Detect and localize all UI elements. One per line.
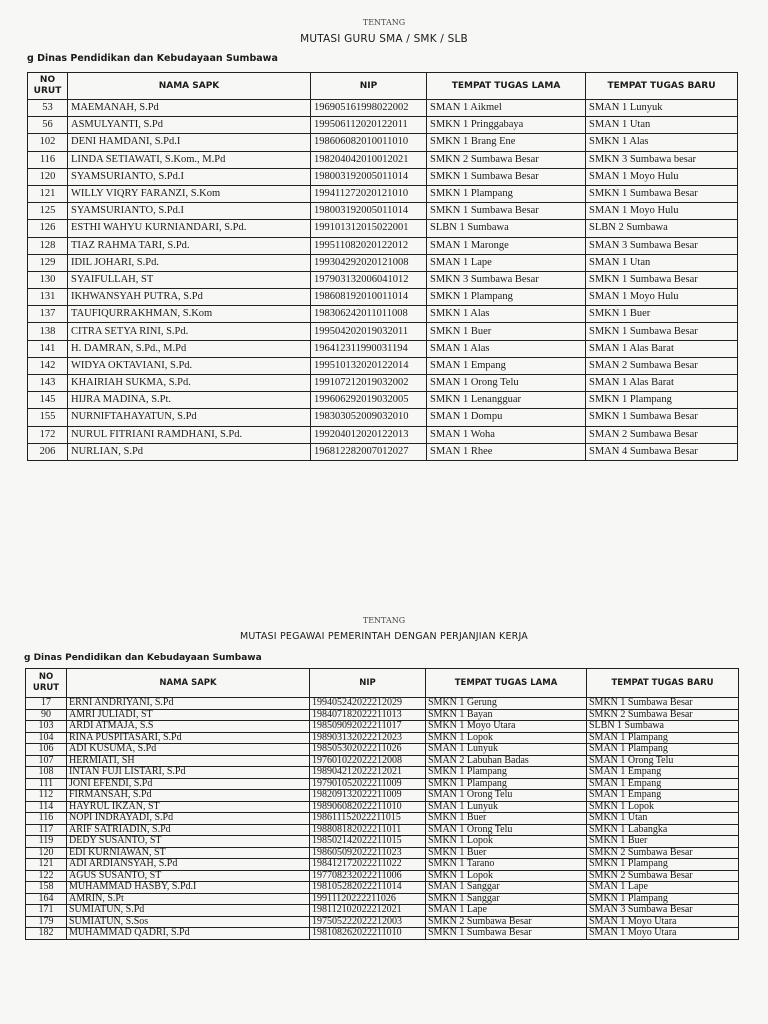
table-row (28, 134, 738, 151)
document-section-pppk (0, 600, 768, 1024)
cell-nip: 198606082010011010 (311, 134, 427, 151)
header-nama-sapk: NAMA SAPK (67, 669, 310, 698)
table-row (26, 801, 739, 813)
cell-nama-sapk: TIAZ RAHMA TARI, S.Pd. (68, 237, 311, 254)
cell-nama-sapk: ESTHI WAHYU KURNIANDARI, S.Pd. (68, 220, 311, 237)
cell-nip: 198407182022211013 (310, 709, 426, 721)
cell-no-urut: 53 (28, 100, 68, 117)
cell-tempat-tugas-baru: SMAN 2 Sumbawa Besar (586, 426, 738, 443)
cell-nama-sapk: DENI HAMDANI, S.Pd.I (68, 134, 311, 151)
table-row (26, 836, 739, 848)
cell-tempat-tugas-baru: SMKN 2 Sumbawa Besar (587, 847, 739, 859)
cell-nip: 199606292019032005 (311, 392, 427, 409)
cell-tempat-tugas-baru: SMKN 1 Lopok (587, 801, 739, 813)
cell-nip: 197901052022211009 (310, 778, 426, 790)
cell-tempat-tugas-lama: SMKN 1 Lopok (426, 836, 587, 848)
cell-tempat-tugas-lama: SMAN 2 Labuhan Badas (426, 755, 587, 767)
cell-nip: 19911120222211026 (310, 893, 426, 905)
cell-nama-sapk: HERMIATI, SH (67, 755, 310, 767)
cell-no-urut: 128 (28, 237, 68, 254)
document-section-guru (0, 0, 768, 470)
cell-nip: 198903132022212023 (310, 732, 426, 744)
cell-nama-sapk: SUMIATUN, S.Pd (67, 905, 310, 917)
cell-no-urut: 114 (26, 801, 67, 813)
table-row (28, 306, 738, 323)
cell-tempat-tugas-baru: SMKN 2 Sumbawa Besar (587, 870, 739, 882)
cell-nama-sapk: SUMIATUN, S.Sos (67, 916, 310, 928)
cell-tempat-tugas-lama: SMAN 1 Lunyuk (426, 744, 587, 756)
cell-tempat-tugas-lama: SMKN 1 Sumbawa Besar (427, 203, 586, 220)
organization-line: g Dinas Pendidikan dan Kebudayaan Sumbawa (24, 653, 262, 663)
cell-tempat-tugas-lama: SMKN 1 Gerung (426, 698, 587, 710)
cell-no-urut: 103 (26, 721, 67, 733)
cell-nip: 198003192005011014 (311, 203, 427, 220)
cell-no-urut: 143 (28, 375, 68, 392)
table-row (28, 323, 738, 340)
cell-nama-sapk: SYAMSURIANTO, S.Pd.I (68, 203, 311, 220)
cell-no-urut: 116 (26, 813, 67, 825)
cell-nip: 199504202019032011 (311, 323, 427, 340)
cell-no-urut: 122 (26, 870, 67, 882)
cell-nip: 198509092022211017 (310, 721, 426, 733)
cell-tempat-tugas-lama: SMAN 1 Orong Telu (426, 824, 587, 836)
table-row (26, 721, 739, 733)
table-header-row (28, 73, 738, 100)
cell-tempat-tugas-baru: SMAN 1 Orong Telu (587, 755, 739, 767)
cell-tempat-tugas-baru: SMAN 1 Utan (586, 254, 738, 271)
cell-nip: 198608192010011014 (311, 289, 427, 306)
cell-tempat-tugas-lama: SMKN 1 Sanggar (426, 893, 587, 905)
cell-nip: 198306242011011008 (311, 306, 427, 323)
header-tempat-tugas-baru: TEMPAT TUGAS BARU (587, 669, 739, 698)
cell-tempat-tugas-baru: SMKN 1 Utan (587, 813, 739, 825)
cell-tempat-tugas-baru: SMAN 1 Empang (587, 767, 739, 779)
cell-no-urut: 117 (26, 824, 67, 836)
cell-no-urut: 120 (28, 168, 68, 185)
cell-tempat-tugas-lama: SMKN 1 Plampang (427, 185, 586, 202)
cell-no-urut: 111 (26, 778, 67, 790)
cell-no-urut: 138 (28, 323, 68, 340)
cell-no-urut: 145 (28, 392, 68, 409)
cell-nama-sapk: IDIL JOHARI, S.Pd. (68, 254, 311, 271)
cell-nip: 199411272020121010 (311, 185, 427, 202)
cell-nip: 199304292020121008 (311, 254, 427, 271)
table-row (28, 426, 738, 443)
cell-tempat-tugas-lama: SMAN 1 Empang (427, 357, 586, 374)
cell-nip: 198105282022211014 (310, 882, 426, 894)
cell-nama-sapk: MUHAMMAD HASBY, S.Pd.I (67, 882, 310, 894)
cell-tempat-tugas-lama: SMAN 1 Lunyuk (426, 801, 587, 813)
table-row (28, 375, 738, 392)
cell-no-urut: 130 (28, 271, 68, 288)
cell-no-urut: 119 (26, 836, 67, 848)
cell-nip: 198611152022211015 (310, 813, 426, 825)
cell-tempat-tugas-baru: SMKN 1 Plampang (587, 859, 739, 871)
cell-tempat-tugas-baru: SMKN 2 Sumbawa Besar (587, 709, 739, 721)
cell-tempat-tugas-baru: SMAN 1 Empang (587, 778, 739, 790)
cell-tempat-tugas-baru: SMKN 1 Buer (587, 836, 739, 848)
cell-no-urut: 129 (28, 254, 68, 271)
cell-nama-sapk: NURNIFTAHAYATUN, S.Pd (68, 409, 311, 426)
cell-nama-sapk: ARDI ATMAJA, S.S (67, 721, 310, 733)
cell-nip: 199511082020122012 (311, 237, 427, 254)
cell-nip: 196412311990031194 (311, 340, 427, 357)
table-row (26, 882, 739, 894)
cell-nama-sapk: JONI EFENDI, S.Pd (67, 778, 310, 790)
cell-nama-sapk: CITRA SETYA RINI, S.Pd. (68, 323, 311, 340)
cell-tempat-tugas-lama: SMKN 1 Lopok (426, 870, 587, 882)
table-row (28, 168, 738, 185)
table-row (28, 220, 738, 237)
cell-tempat-tugas-baru: SMAN 1 Plampang (587, 744, 739, 756)
cell-nama-sapk: HIJRA MADINA, S.Pt. (68, 392, 311, 409)
cell-no-urut: 137 (28, 306, 68, 323)
cell-tempat-tugas-baru: SLBN 2 Sumbawa (586, 220, 738, 237)
cell-nama-sapk: DEDY SUSANTO, ST (67, 836, 310, 848)
table-header-row (26, 669, 739, 698)
cell-tempat-tugas-lama: SMAN 1 Woha (427, 426, 586, 443)
cell-nip: 198303052009032010 (311, 409, 427, 426)
organization-line: g Dinas Pendidikan dan Kebudayaan Sumbawa (27, 53, 278, 64)
cell-nip: 198808182022211011 (310, 824, 426, 836)
cell-no-urut: 172 (28, 426, 68, 443)
cell-tempat-tugas-baru: SMKN 1 Buer (586, 306, 738, 323)
cell-tempat-tugas-lama: SMAN 1 Aikmel (427, 100, 586, 117)
cell-nip: 198412172022211022 (310, 859, 426, 871)
table-row (26, 893, 739, 905)
cell-tempat-tugas-lama: SMKN 2 Sumbawa Besar (427, 151, 586, 168)
cell-nama-sapk: ADI KUSUMA, S.Pd (67, 744, 310, 756)
cell-tempat-tugas-lama: SMKN 1 Lopok (426, 732, 587, 744)
cell-no-urut: 171 (26, 905, 67, 917)
cell-nip: 197903132006041012 (311, 271, 427, 288)
table-row (28, 237, 738, 254)
cell-tempat-tugas-baru: SMKN 1 Plampang (587, 893, 739, 905)
table-row (26, 847, 739, 859)
cell-tempat-tugas-lama: SMKN 1 Buer (427, 323, 586, 340)
table-row (26, 928, 739, 940)
cell-no-urut: 126 (28, 220, 68, 237)
table-row (26, 755, 739, 767)
cell-nip: 198904212022212021 (310, 767, 426, 779)
cell-no-urut: 120 (26, 847, 67, 859)
cell-nama-sapk: AGUS SUSANTO, ST (67, 870, 310, 882)
cell-tempat-tugas-lama: SMKN 1 Plampang (426, 767, 587, 779)
cell-nama-sapk: SYAMSURIANTO, S.Pd.I (68, 168, 311, 185)
cell-tempat-tugas-lama: SMKN 1 Buer (426, 813, 587, 825)
table-row (26, 905, 739, 917)
cell-tempat-tugas-baru: SMAN 1 Lape (587, 882, 739, 894)
cell-nama-sapk: FIRMANSAH, S.Pd (67, 790, 310, 802)
table-row (26, 859, 739, 871)
cell-nama-sapk: TAUFIQURRAKHMAN, S.Kom (68, 306, 311, 323)
cell-tempat-tugas-baru: SMKN 1 Sumbawa Besar (586, 271, 738, 288)
cell-no-urut: 107 (26, 755, 67, 767)
cell-no-urut: 131 (28, 289, 68, 306)
cell-nama-sapk: H. DAMRAN, S.Pd., M.Pd (68, 340, 311, 357)
cell-tempat-tugas-lama: SMKN 1 Bayan (426, 709, 587, 721)
cell-nip: 199204012020122013 (311, 426, 427, 443)
cell-nama-sapk: WIDYA OKTAVIANI, S.Pd. (68, 357, 311, 374)
header-tempat-tugas-baru: TEMPAT TUGAS BARU (586, 73, 738, 100)
table-row (28, 203, 738, 220)
cell-tempat-tugas-baru: SMAN 1 Alas Barat (586, 340, 738, 357)
cell-nama-sapk: ADI ARDIANSYAH, S.Pd (67, 859, 310, 871)
cell-no-urut: 106 (26, 744, 67, 756)
cell-nip: 197505222022212003 (310, 916, 426, 928)
cell-no-urut: 164 (26, 893, 67, 905)
cell-tempat-tugas-baru: SMKN 1 Alas (586, 134, 738, 151)
cell-tempat-tugas-baru: SMAN 1 Alas Barat (586, 375, 738, 392)
table-row (28, 254, 738, 271)
cell-nip: 199510132020122014 (311, 357, 427, 374)
table-body (26, 698, 739, 940)
cell-no-urut: 155 (28, 409, 68, 426)
cell-no-urut: 112 (26, 790, 67, 802)
cell-no-urut: 121 (26, 859, 67, 871)
mutation-table-pppk (25, 668, 739, 940)
cell-tempat-tugas-lama: SMKN 1 Sumbawa Besar (426, 928, 587, 940)
cell-nip: 199405242022212029 (310, 698, 426, 710)
cell-nama-sapk: WILLY VIQRY FARANZI, S.Kom (68, 185, 311, 202)
cell-tempat-tugas-lama: SMAN 1 Maronge (427, 237, 586, 254)
cell-nip: 196812282007012027 (311, 443, 427, 460)
cell-nip: 198505302022211026 (310, 744, 426, 756)
cell-tempat-tugas-baru: SMKN 1 Plampang (586, 392, 738, 409)
cell-no-urut: 116 (28, 151, 68, 168)
cell-nip: 199506112020122011 (311, 117, 427, 134)
cell-tempat-tugas-lama: SMAN 1 Sanggar (426, 882, 587, 894)
table-row (28, 392, 738, 409)
table-row (28, 117, 738, 134)
cell-tempat-tugas-lama: SMAN 1 Alas (427, 340, 586, 357)
cell-tempat-tugas-baru: SMAN 1 Moyo Hulu (586, 289, 738, 306)
table-row (28, 100, 738, 117)
cell-tempat-tugas-lama: SMKN 2 Sumbawa Besar (426, 916, 587, 928)
header-nip: NIP (310, 669, 426, 698)
cell-no-urut: 206 (28, 443, 68, 460)
cell-no-urut: 102 (28, 134, 68, 151)
document-title: MUTASI GURU SMA / SMK / SLB (300, 33, 468, 45)
cell-tempat-tugas-baru: SMAN 3 Sumbawa Besar (587, 905, 739, 917)
cell-nip: 198502142022211015 (310, 836, 426, 848)
cell-tempat-tugas-baru: SMAN 1 Moyo Hulu (586, 168, 738, 185)
cell-nama-sapk: MUHAMMAD QADRI, S.Pd (67, 928, 310, 940)
cell-nama-sapk: RINA PUSPITASARI, S.Pd (67, 732, 310, 744)
cell-tempat-tugas-baru: SMAN 1 Moyo Utara (587, 928, 739, 940)
cell-tempat-tugas-lama: SMKN 1 Plampang (426, 778, 587, 790)
cell-tempat-tugas-lama: SMAN 1 Orong Telu (426, 790, 587, 802)
cell-nama-sapk: AMRI JULIADI, ST (67, 709, 310, 721)
cell-tempat-tugas-lama: SMAN 1 Orong Telu (427, 375, 586, 392)
table-row (26, 732, 739, 744)
cell-tempat-tugas-lama: SMKN 1 Buer (426, 847, 587, 859)
table-row (26, 767, 739, 779)
cell-nama-sapk: KHAIRIAH SUKMA, S.Pd. (68, 375, 311, 392)
cell-tempat-tugas-baru: SMAN 1 Plampang (587, 732, 739, 744)
cell-tempat-tugas-lama: SMKN 1 Alas (427, 306, 586, 323)
cell-nama-sapk: EDI KURNIAWAN, ST (67, 847, 310, 859)
table-row (26, 744, 739, 756)
table-row (28, 340, 738, 357)
cell-nip: 198003192005011014 (311, 168, 427, 185)
header-nama-sapk: NAMA SAPK (68, 73, 311, 100)
cell-tempat-tugas-baru: SMAN 1 Lunyuk (586, 100, 738, 117)
cell-nama-sapk: IKHWANSYAH PUTRA, S.Pd (68, 289, 311, 306)
mutation-table-guru (27, 72, 738, 461)
cell-tempat-tugas-lama: SMKN 1 Lenangguar (427, 392, 586, 409)
cell-tempat-tugas-lama: SMAN 1 Rhee (427, 443, 586, 460)
table-row (26, 709, 739, 721)
header-tempat-tugas-lama: TEMPAT TUGAS LAMA (426, 669, 587, 698)
cell-nip: 198209132022211009 (310, 790, 426, 802)
cell-nip: 199107212019032002 (311, 375, 427, 392)
cell-tempat-tugas-lama: SMKN 1 Tarano (426, 859, 587, 871)
cell-no-urut: 142 (28, 357, 68, 374)
cell-nama-sapk: NURLIAN, S.Pd (68, 443, 311, 460)
cell-tempat-tugas-lama: SLBN 1 Sumbawa (427, 220, 586, 237)
cell-tempat-tugas-baru: SMKN 1 Sumbawa Besar (587, 698, 739, 710)
cell-nama-sapk: HAYRUL IKZAN, ST (67, 801, 310, 813)
cell-tempat-tugas-baru: SMAN 3 Sumbawa Besar (586, 237, 738, 254)
cell-nama-sapk: MAEMANAH, S.Pd (68, 100, 311, 117)
cell-tempat-tugas-baru: SMKN 1 Sumbawa Besar (586, 323, 738, 340)
table-body (28, 100, 738, 461)
cell-tempat-tugas-baru: SMAN 2 Sumbawa Besar (586, 357, 738, 374)
cell-no-urut: 141 (28, 340, 68, 357)
cell-no-urut: 125 (28, 203, 68, 220)
cell-nip: 199101312015022001 (311, 220, 427, 237)
table-row (28, 271, 738, 288)
table-row (28, 289, 738, 306)
cell-nama-sapk: INTAN FUJI LISTARI, S.Pd (67, 767, 310, 779)
cell-nama-sapk: ASMULYANTI, S.Pd (68, 117, 311, 134)
cell-tempat-tugas-baru: SMAN 1 Moyo Hulu (586, 203, 738, 220)
cell-nip: 197601022022212008 (310, 755, 426, 767)
table-row (26, 778, 739, 790)
cell-nama-sapk: LINDA SETIAWATI, S.Kom., M.Pd (68, 151, 311, 168)
heading-tentang: TENTANG (362, 18, 406, 27)
cell-nip: 198906082022211010 (310, 801, 426, 813)
cell-tempat-tugas-baru: SMKN 3 Sumbawa besar (586, 151, 738, 168)
cell-tempat-tugas-baru: SMAN 4 Sumbawa Besar (586, 443, 738, 460)
header-no-urut: NO URUT (28, 73, 68, 100)
cell-no-urut: 104 (26, 732, 67, 744)
cell-tempat-tugas-baru: SMKN 1 Sumbawa Besar (586, 185, 738, 202)
cell-tempat-tugas-baru: SMAN 1 Utan (586, 117, 738, 134)
cell-tempat-tugas-lama: SMAN 1 Dompu (427, 409, 586, 426)
cell-nip: 197708232022211006 (310, 870, 426, 882)
cell-no-urut: 90 (26, 709, 67, 721)
cell-no-urut: 108 (26, 767, 67, 779)
table-row (26, 698, 739, 710)
table-row (26, 916, 739, 928)
cell-nama-sapk: NURUL FITRIANI RAMDHANI, S.Pd. (68, 426, 311, 443)
cell-tempat-tugas-lama: SMAN 1 Lape (426, 905, 587, 917)
cell-no-urut: 56 (28, 117, 68, 134)
cell-tempat-tugas-baru: SLBN 1 Sumbawa (587, 721, 739, 733)
cell-no-urut: 121 (28, 185, 68, 202)
cell-tempat-tugas-lama: SMKN 1 Pringgabaya (427, 117, 586, 134)
cell-tempat-tugas-baru: SMKN 1 Sumbawa Besar (586, 409, 738, 426)
cell-no-urut: 17 (26, 698, 67, 710)
table-row (28, 357, 738, 374)
table-row (28, 185, 738, 202)
cell-no-urut: 158 (26, 882, 67, 894)
cell-nama-sapk: AMRIN, S.Pt (67, 893, 310, 905)
cell-nama-sapk: ARIF SATRIADIN, S.Pd (67, 824, 310, 836)
cell-tempat-tugas-lama: SMAN 1 Lape (427, 254, 586, 271)
cell-tempat-tugas-lama: SMKN 1 Brang Ene (427, 134, 586, 151)
table-row (28, 409, 738, 426)
table-row (28, 443, 738, 460)
cell-nip: 198108262022211010 (310, 928, 426, 940)
header-tempat-tugas-lama: TEMPAT TUGAS LAMA (427, 73, 586, 100)
table-row (26, 824, 739, 836)
table-row (28, 151, 738, 168)
cell-nama-sapk: ERNI ANDRIYANI, S.Pd (67, 698, 310, 710)
cell-tempat-tugas-baru: SMAN 1 Empang (587, 790, 739, 802)
cell-no-urut: 179 (26, 916, 67, 928)
cell-tempat-tugas-baru: SMKN 1 Labangka (587, 824, 739, 836)
cell-nip: 198605092022211023 (310, 847, 426, 859)
cell-nip: 198204042010012021 (311, 151, 427, 168)
document-title: MUTASI PEGAWAI PEMERINTAH DENGAN PERJANJIAN KERJA (240, 631, 528, 642)
header-no-urut: NO URUT (26, 669, 67, 698)
heading-tentang: TENTANG (362, 616, 406, 625)
cell-no-urut: 182 (26, 928, 67, 940)
cell-nip: 196905161998022002 (311, 100, 427, 117)
table-row (26, 813, 739, 825)
cell-tempat-tugas-lama: SMKN 1 Moyo Utara (426, 721, 587, 733)
cell-nip: 198112102022212021 (310, 905, 426, 917)
table-row (26, 790, 739, 802)
cell-tempat-tugas-lama: SMKN 1 Plampang (427, 289, 586, 306)
cell-tempat-tugas-baru: SMAN 1 Moyo Utara (587, 916, 739, 928)
cell-nama-sapk: NOPI INDRAYADI, S.Pd (67, 813, 310, 825)
table-row (26, 870, 739, 882)
header-nip: NIP (311, 73, 427, 100)
cell-tempat-tugas-lama: SMKN 3 Sumbawa Besar (427, 271, 586, 288)
cell-tempat-tugas-lama: SMKN 1 Sumbawa Besar (427, 168, 586, 185)
cell-nama-sapk: SYAIFULLAH, ST (68, 271, 311, 288)
